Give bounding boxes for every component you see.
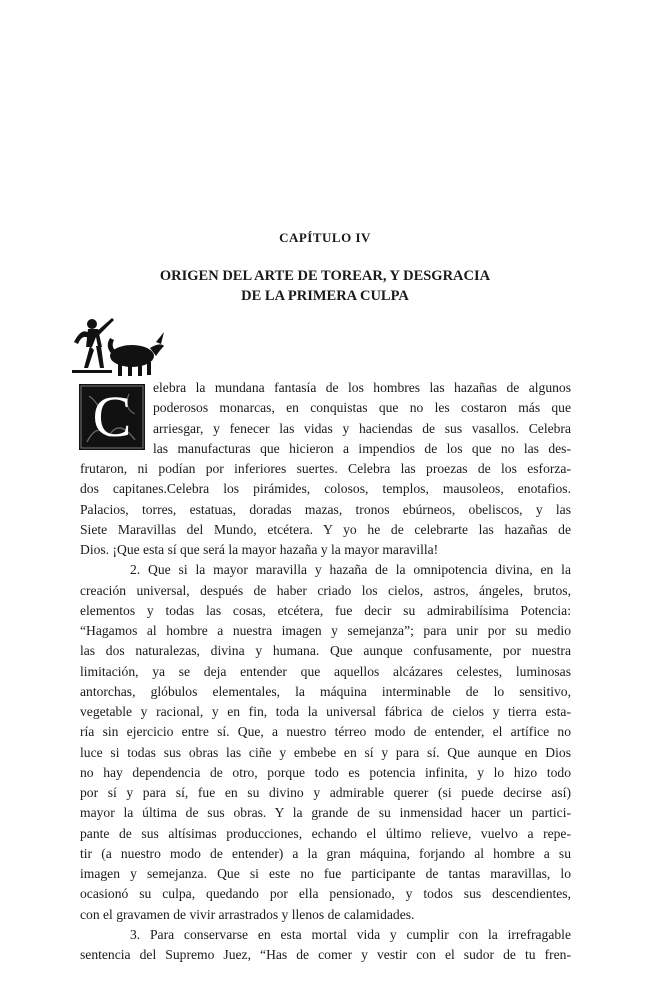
text-line: por sí y para sí, fue en su divino y admirable querer (si puede decirse así) [80, 785, 571, 800]
text-line: con el gravamen de vivir arrastrados y llenos de calamidades. [80, 906, 415, 922]
text-line: limitación, ya se deja entender que aquellos alcázares celestes, luminosas [80, 663, 571, 679]
text-line: vegetable y racional, y en fin, toda la universal fábrica de cielos y tierra esta- [80, 704, 571, 719]
text-line: pante de sus altísimas producciones, echando el último relieve, vuelvo a repe- [80, 825, 571, 841]
text-line: Palacios, torres, estatuas, doradas mazas, tronos ebúrneos, obeliscos, y las [80, 501, 571, 517]
chapter-title-line: DE LA PRIMERA CULPA [241, 288, 409, 304]
text-line: 2. Que si la mayor maravilla y hazaña de la omnipotencia divina, en la [130, 562, 571, 578]
text-line: arriesgar, y fenecer las vidas y haciendas de sus vasallos. Celebra [153, 420, 571, 436]
text-line: creación universal, después de haber criado los cielos, astros, ángeles, brutos, [80, 582, 571, 598]
drop-cap [79, 384, 145, 450]
text-line: Dios. ¡Que esta sí que será la mayor hazaña y la mayor maravilla! [80, 542, 439, 557]
text-line: elementos y todas las cosas, etcétera, fue decir su admirabilísima Potencia: [80, 602, 571, 618]
text-line: imagen y semejanza. Que si este no fue participante de tantas maravillas, lo [80, 866, 571, 881]
text-line: sentencia del Supremo Juez, “Has de comer y vestir con el sudor de tu fren- [80, 947, 571, 962]
text-line: luce si todas sus obras las ciñe y embebe en sí y para sí. Que aunque en Dios [80, 744, 571, 760]
text-line: “Hagamos al hombre a nuestra imagen y semejanza”; para unir por su medio [80, 623, 571, 638]
chapter-title [0, 266, 650, 306]
bullfight-vignette-image [70, 312, 166, 378]
drop-cap-letter: C [92, 384, 132, 449]
text-line: 3. Para conservarse en esta mortal vida y cumplir con la irrefragable [130, 926, 571, 942]
text-line: Siete Maravillas del Mundo, etcétera. Y yo he de celebrarte las hazañas de [80, 521, 571, 537]
text-line: las manufacturas que hicieron a impendios de los que no las des- [153, 440, 571, 456]
text-line: las dos naturalezas, divina y humana. Que aunque confusamente, por nuestra [80, 643, 571, 659]
text-line: frutaron, ni podían por inferiores suertes. Celebra las proezas de los esforza- [80, 461, 571, 476]
text-line: dos capitanes.Celebra los pirámides, colosos, templos, mausoleos, enotafios. [80, 481, 571, 497]
chapter-title-line: ORIGEN DEL ARTE DE TOREAR, Y DESGRACIA [159, 268, 491, 284]
body-text [80, 459, 571, 965]
text-line: mayor la última de sus obras. Y la grande de su inmensidad hacer un partici- [80, 805, 571, 821]
text-line: elebra la mundana fantasía de los hombres las hazañas de algunos [153, 380, 571, 395]
text-line: tir (a nuestro modo de entender) a la gran máquina, forjando al hombre a su [80, 845, 571, 861]
text-line: antorchas, glóbulos elementales, la máquina interminable de lo sensitivo, [80, 683, 571, 699]
text-line: ocasionó su culpa, quedando por ella pensionado, y todos sus descendientes, [80, 886, 571, 902]
opening-lines [153, 378, 571, 459]
chapter-heading: CAPÍTULO IV [279, 230, 371, 245]
text-line: ría sin ejercicio entre sí. Que, a nuestro térreo modo de entender, el artífice no [80, 724, 571, 740]
text-line: no hay dependencia de otro, porque todo es potencia infinita, y lo hizo todo [80, 764, 571, 780]
text-line: poderosos monarcas, en conquistas que no les costaron más que [153, 400, 571, 416]
